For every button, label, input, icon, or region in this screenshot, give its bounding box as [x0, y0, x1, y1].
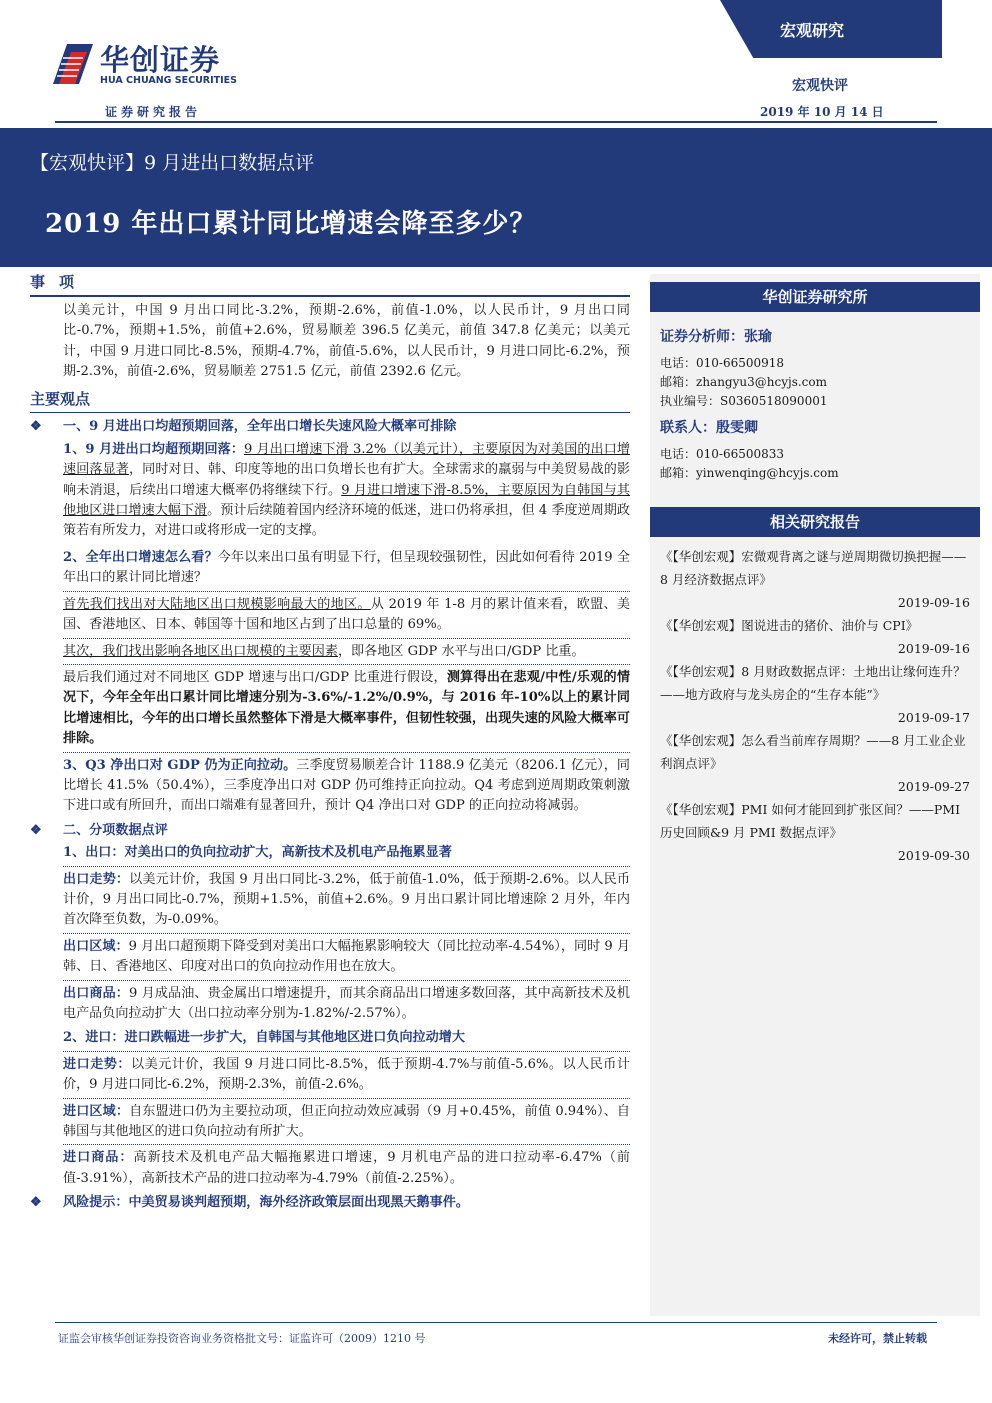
subsection-heading: 2、进口：进口跌幅进一步扩大，自韩国与其他地区进口负向拉动增大	[63, 1030, 465, 1046]
related-report-title: 《【华创宏观】怎么看当前库存周期？——8 月工业企业利润点评》	[660, 733, 966, 771]
report-type: 证券研究报告	[105, 105, 202, 119]
underlined-text: 9 月进口增速下滑-8.5%，主要原因为自韩国与其他地区进口增速大幅下滑	[63, 482, 630, 519]
para-text: 以美元计价，我国 9 月进口同比-8.5%，低于预期-4.7%与前值-5.6%。以人民币计价，9 月进口同比-6.2%，预期-2.3%，前值-2.6%。	[63, 1056, 630, 1093]
diamond-bullet-icon: ❖	[30, 822, 42, 838]
data-paragraph	[63, 1148, 630, 1189]
company-logo-icon	[53, 44, 93, 84]
bullet-text: 一、9 月进出口均超预期回落，全年出口增长失速风险大概率可排除	[63, 419, 457, 435]
para-text: 9 月出口超预期下降受到对美出口大幅拖累影响较大（同比拉动率-4.54%），同时 9 月韩、日、香港地区、印度对出口的负向拉动作用也在放大。	[63, 938, 631, 975]
main-column	[30, 272, 630, 1216]
analyst-email: 邮箱：zhangyu3@hcyjs.com	[660, 375, 828, 389]
para-lead: 进口走势：	[63, 1056, 132, 1072]
underlined-text: 9 月出口增速下滑 3.2%（以美元计），主要原因为对美国的出口增速回落显著	[63, 441, 630, 478]
report-subtitle: 【宏观快评】9 月进出口数据点评	[30, 152, 315, 174]
underlined-text: 其次，我们找出影响各地区出口规模的主要因素	[63, 643, 338, 659]
view-paragraph	[63, 548, 630, 589]
related-report[interactable]	[660, 614, 970, 660]
view-paragraph	[63, 595, 630, 636]
para-text: ，同时对日、韩、印度等地的出口负增长也有扩大。全球需求的羸弱与中美贸易战的影响未消退，后续出口增速大概率仍将继续下行。	[63, 462, 631, 498]
para-lead: 3、Q3 净出口对 GDP 仍为正向拉动。	[63, 757, 297, 773]
related-report-title: 《【华创宏观】宏微观背离之谜与逆周期微切换把握——8 月经济数据点评》	[660, 549, 967, 587]
header-rule	[55, 121, 937, 123]
footer-rule	[55, 1322, 937, 1323]
footer-license: 证监会审核华创证券投资咨询业务资格批文号：证监许可（2009）1210 号	[58, 1332, 426, 1345]
logo-text-cn: 华创证券	[100, 43, 221, 77]
para-text: 今年以来出口虽有明显下行，但呈现较强韧性，因此如何看待 2019 全年出口的累计同比增速？	[63, 549, 630, 586]
diamond-bullet-icon: ❖	[30, 419, 42, 435]
para-text: 三季度贸易顺差合计 1188.9 亿美元（8206.1 亿元），同比增长 41.5%（50.4%），三季度净出口对 GDP 仍可维持正向拉动。Q4 考虑到逆周期政策刺激下进口或有所回升，而出口端难有显著回升，预计 Q4 净出口对 GDP 的正向拉动将减弱。	[63, 757, 631, 814]
logo-text-en: HUA CHUANG SECURITIES	[100, 75, 237, 86]
institute-bar: 华创证券研究所	[650, 282, 980, 312]
contact-phone: 电话：010-66500833	[660, 447, 785, 461]
bullet-item	[30, 821, 630, 841]
related-report[interactable]	[660, 545, 970, 614]
related-report[interactable]	[660, 660, 970, 729]
related-report[interactable]	[660, 729, 970, 798]
related-report-date: 2019-09-17	[897, 710, 970, 725]
data-paragraph	[63, 984, 630, 1025]
contact-name: 联系人：殷雯卿	[660, 420, 758, 436]
bold-text: 测算得出在悲观/中性/乐观的情况下，今年全年出口累计同比增速分别为-3.6%/-1.2%/0.9%，与 2016 年-10%以上的累计同比增速相比，今年的出口增长虽然整体下滑是大概率事件，但韧性较强，出现失速的风险大概率可排除。	[63, 669, 630, 747]
analyst-phone: 电话：010-66500918	[660, 356, 785, 370]
data-paragraph	[63, 870, 630, 931]
para-text: ，即各地区 GDP 水平与出口/GDP 比重。	[337, 643, 585, 659]
risk-warning	[30, 1193, 630, 1213]
view-paragraph	[63, 756, 630, 817]
views-heading: 主要观点	[30, 389, 91, 408]
related-report-title: 《【华创宏观】图说进击的猪价、油价与 CPI》	[660, 618, 919, 633]
events-heading: 事项	[30, 273, 89, 291]
data-paragraph	[63, 937, 630, 978]
section-rule	[30, 295, 630, 297]
report-title: 2019 年出口累计同比增速会降至多少？	[45, 209, 537, 239]
events-paragraph: 以美元计，中国 9 月出口同比-3.2%，预期-2.6%，前值-1.0%，以人民币计，9 月出口同比-0.7%，预期+1.5%，前值+2.6%，贸易顺差 396.5 亿美元，前值 347.8 亿美元；以美元计，中国 9 月进口同比-8.5%，预期-4.7%，前值-5.6%，以人民币计，9 月进口同比-6.2%，预期-2.3%，前值-2.6%，贸易顺差 2751.5 亿元，前值 2392.6 亿元。	[63, 302, 630, 380]
related-report-date: 2019-09-27	[897, 779, 970, 794]
category-banner-label: 宏观研究	[780, 21, 845, 40]
related-reports-bar: 相关研究报告	[650, 507, 980, 537]
data-paragraph	[63, 1102, 630, 1143]
analyst-license: 执业编号：S0360518090001	[660, 394, 828, 408]
para-text: 最后我们通过对不同地区 GDP 增速与出口/GDP 比重进行假设，	[63, 669, 447, 685]
report-date: 2019 年 10 月 14 日	[760, 105, 884, 119]
related-report-date: 2019-09-30	[897, 848, 970, 863]
para-text: 高新技术及机电产品大幅拖累进口增速，9 月机电产品的进口拉动率-6.47%（前值-3.91%），高新技术产品的进口拉动率为-4.79%（前值-2.25%）。	[63, 1150, 630, 1186]
para-text: 自东盟进口仍为主要拉动项，但正向拉动效应减弱（9 月+0.45%，前值 0.94%）、自韩国与其他地区的进口负向拉动有所扩大。	[63, 1103, 630, 1140]
related-report-date: 2019-09-16	[897, 595, 970, 610]
bullet-text: 二、分项数据点评	[63, 822, 168, 838]
para-text: 从 2019 年 1-8 月的累计值来看，欧盟、美国、香港地区、日本、韩国等十国和地区占到了出口总量的 69%。	[63, 596, 630, 633]
underlined-text: 首先我们找出对大陆地区出口规模影响最大的地区。	[63, 596, 371, 612]
para-lead: 出口走势：	[63, 871, 130, 887]
para-lead: 出口区域：	[63, 938, 129, 954]
related-report[interactable]	[660, 798, 970, 867]
para-lead: 出口商品：	[63, 985, 130, 1001]
para-text: 。预计后续随着国内经济环境的低迷，进口仍将承担，但 4 季度逆周期政策若有所发力，对进口或将形成一定的支撑。	[63, 503, 631, 539]
view-paragraph	[63, 642, 630, 662]
para-lead: 进口商品：	[63, 1150, 134, 1166]
related-report-date: 2019-09-16	[897, 641, 970, 656]
footer-copyright: 未经许可，禁止转载	[828, 1332, 927, 1345]
para-text: 以美元计价，我国 9 月出口同比-3.2%，低于前值-1.0%，低于预期-2.6%。以人民币计价，9 月出口同比-0.7%，预期+1.5%，前值+2.6%。9 月出口累计同比增速除 2 月外，年内首次降至负数，为-0.09%。	[63, 871, 630, 928]
data-paragraph	[63, 1055, 630, 1096]
risk-text: 中美贸易谈判超预期，海外经济政策层面出现黑天鹅事件。	[128, 1195, 469, 1211]
para-lead: 2、全年出口增速怎么看？	[63, 549, 218, 565]
section-rule	[30, 412, 630, 414]
sidebar	[650, 272, 980, 1314]
subsection-heading: 1、出口：对美出口的负向拉动扩大，高新技术及机电产品拖累显著	[63, 845, 452, 861]
para-text: 9 月成品油、贵金属出口增速提升，而其余商品出口增速多数回落，其中高新技术及机电产品负向拉动扩大（出口拉动率分别为-1.82%/-2.57%）。	[63, 985, 630, 1021]
related-reports-list	[650, 545, 980, 867]
bullet-item	[30, 417, 630, 437]
view-paragraph	[63, 440, 630, 542]
diamond-bullet-icon: ❖	[30, 1195, 42, 1211]
contact-email: 邮箱：yinwenqing@hcyjs.com	[660, 466, 839, 480]
report-subtype: 宏观快评	[792, 78, 848, 94]
analyst-name: 证券分析师：张瑜	[660, 329, 772, 345]
related-report-title: 《【华创宏观】PMI 如何才能回到扩张区间？——PMI 历史回顾&9 月 PMI 数据点评》	[660, 802, 961, 840]
related-report-title: 《【华创宏观】8 月财政数据点评：土地出让缘何连升？——地方政府与龙头房企的“生存本能”》	[660, 664, 966, 702]
view-paragraph	[63, 668, 630, 750]
para-lead: 进口区域：	[63, 1103, 130, 1119]
para-lead: 1、9 月进出口均超预期回落：	[63, 441, 244, 457]
risk-label: 风险提示：	[63, 1195, 129, 1211]
